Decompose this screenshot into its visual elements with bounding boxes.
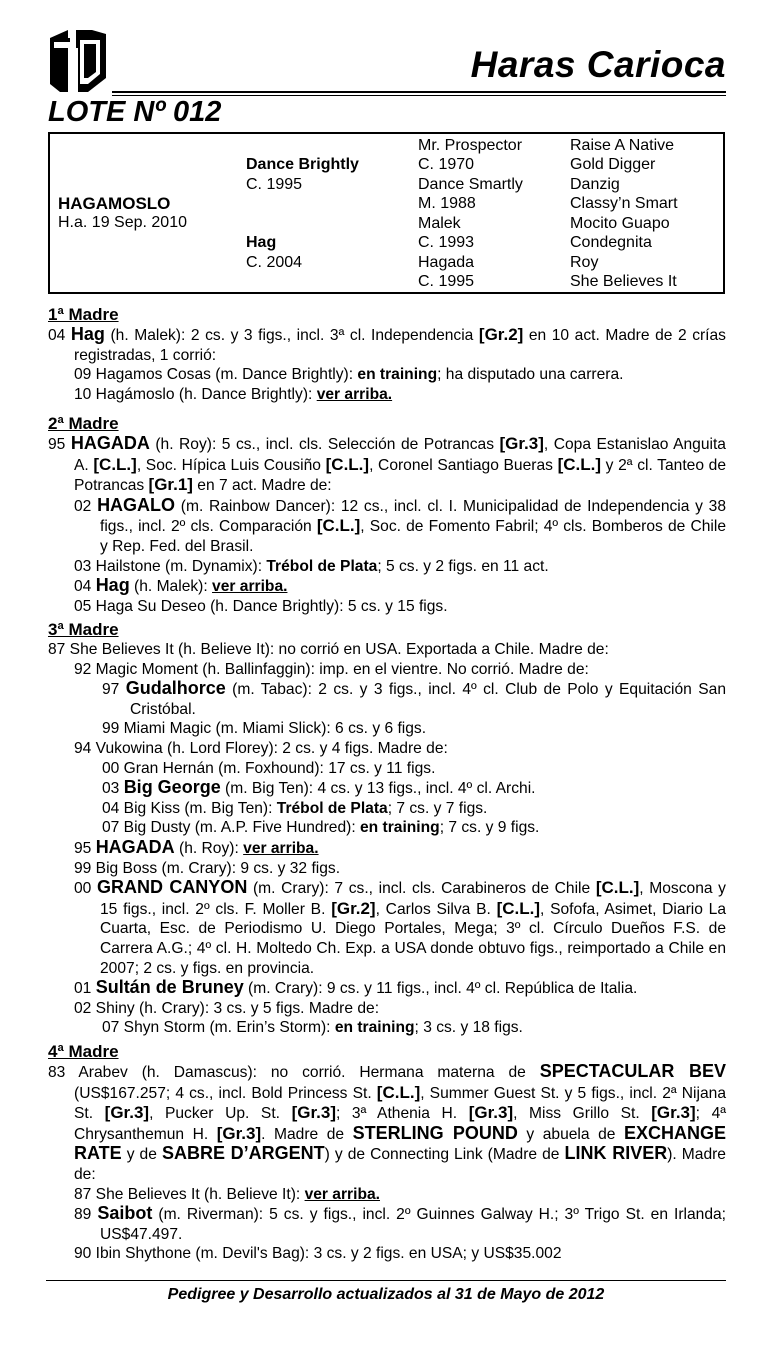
list-item: 95 HAGADA (h. Roy): ver arriba. bbox=[74, 836, 319, 857]
list-item: 07 Big Dusty (m. A.P. Five Hundred): en training; 7 cs. y 9 figs. bbox=[102, 819, 540, 837]
gen3-cell: M. 1988 bbox=[418, 195, 476, 212]
section-heading: 2ª Madre bbox=[48, 414, 119, 433]
list-item: 00 Gran Hernán (m. Foxhound): 17 cs. y 11 figs. bbox=[102, 759, 436, 777]
gen4-cell: Roy bbox=[570, 254, 599, 271]
gen4-cell: Raise A Native bbox=[570, 137, 675, 154]
list-item: 01 Sultán de Bruney (m. Crary): 9 cs. y 11 figs., incl. 4º cl. República de Italia. bbox=[74, 977, 638, 998]
gen3-cell: C. 1970 bbox=[418, 156, 475, 173]
footer-note: Pedigree y Desarrollo actualizados al 31 de Mayo de 2012 bbox=[167, 1286, 605, 1303]
list-item: 99 Big Boss (m. Crary): 9 cs. y 32 figs. bbox=[74, 859, 341, 877]
list-item: 04 Hag (h. Malek): 2 cs. y 3 figs., incl. 3ª cl. Independencia [Gr.2] en 10 act. Madre de 2 crías registradas, 1 corrió: bbox=[48, 324, 726, 364]
list-item: 10 Hagámoslo (h. Dance Brightly): ver arriba. bbox=[74, 385, 393, 403]
horse-info: H.a. 19 Sep. 2010 bbox=[58, 214, 187, 231]
list-item: 00 GRAND CANYON (m. Crary): 7 cs., incl. cls. Carabineros de Chile [C.L.], Moscona y 15 figs., incl. 2º cls. F. Moller B. [Gr.2], Carlos Silva B. [C.L.], Sofofa, Asimet, Diario La Cuarta, Esc. de Periodismo U. Diego Portales, Mega; 3º cl. Círculo Dueños F.S. de Carrera A.G.; 4º cl. H. Moltedo Ch. Exp. a USA donde obtuvo figs., reimportado a Chile en 2007; 2 cs. y figs. en provincia. bbox=[74, 877, 727, 977]
list-item: 95 HAGADA (h. Roy): 5 cs., incl. cls. Selección de Potrancas [Gr.3], Copa Estanislao Anguita A. [C.L.], Soc. Hípica Luis Cousiño [C.L.], Coronel Santiago Bueras [C.L.] y 2ª cl. Tanteo de Potrancas [Gr.1] en 7 act. Madre de: bbox=[48, 433, 726, 495]
section-heading: 4ª Madre bbox=[48, 1042, 119, 1061]
sire-name: Dance Brightly bbox=[246, 156, 359, 173]
gen3-cell: Malek bbox=[418, 215, 461, 232]
lot-number: LOTE Nº 012 bbox=[48, 96, 222, 128]
list-item: 99 Miami Magic (m. Miami Slick): 6 cs. y 6 figs. bbox=[102, 720, 427, 738]
section-heading: 3ª Madre bbox=[48, 620, 119, 639]
list-item: 87 She Believes It (h. Believe It): no corrió en USA. Exportada a Chile. Madre de: bbox=[48, 641, 609, 658]
list-item: 94 Vukowina (h. Lord Florey): 2 cs. y 4 figs. Madre de: bbox=[74, 739, 448, 757]
list-item: 09 Hagamos Cosas (m. Dance Brightly): en training; ha disputado una carrera. bbox=[74, 366, 624, 384]
gen3-cell: Mr. Prospector bbox=[418, 137, 523, 154]
footer-rule bbox=[46, 1280, 726, 1281]
list-item: 07 Shyn Storm (m. Erin’s Storm): en training; 3 cs. y 18 figs. bbox=[102, 1019, 523, 1037]
list-item: 97 Gudalhorce (m. Tabac): 2 cs. y 3 figs., incl. 4º cl. Club de Polo y Equitación San Cristóbal. bbox=[102, 678, 726, 718]
list-item: 03 Big George (m. Big Ten): 4 cs. y 13 figs., incl. 4º cl. Archi. bbox=[102, 777, 536, 798]
gen3-cell: Dance Smartly bbox=[418, 176, 523, 193]
list-item: 02 HAGALO (m. Rainbow Dancer): 12 cs., incl. cl. I. Municipalidad de Independencia y 38 figs., incl. 2º cls. Comparación [C.L.], Soc. de Fomento Fabril; 4º cls. Bomberos de Chile y Rep. Fed. del Brasil. bbox=[74, 494, 726, 555]
list-item: 87 She Believes It (h. Believe It): ver arriba. bbox=[74, 1185, 380, 1203]
haras-logo-icon bbox=[48, 28, 108, 94]
page-title: Haras Carioca bbox=[470, 44, 726, 85]
gen4-cell: Mocito Guapo bbox=[570, 215, 670, 232]
section-second-dam bbox=[48, 413, 726, 616]
list-item: 89 Saibot (m. Riverman): 5 cs. y figs., incl. 2º Guinnes Galway H.; 3º Trigo St. en Irlanda; US$47.497. bbox=[74, 1203, 727, 1243]
section-fourth-dam bbox=[48, 1041, 726, 1264]
gen3-cell: C. 1993 bbox=[418, 234, 475, 251]
dam-name: Hag bbox=[246, 234, 277, 251]
gen3-cell: Hagada bbox=[418, 254, 475, 271]
list-item: 83 Arabev (h. Damascus): no corrió. Hermana materna de SPECTACULAR BEV (US$167.257; 4 cs., incl. Bold Princess St. [C.L.], Summer Guest St. y 5 figs., incl. 2ª Nijana St. [Gr.3], Pucker Up. St. [Gr.3]; 3ª Athenia H. [Gr.3], Miss Grillo St. [Gr.3]; 4ª Chrysanthemun H. [Gr.3]. Madre de STERLING POUND y abuela de EXCHANGE RATE y de SABRE D’ARGENT) y de Connecting Link (Madre de LINK RIVER). Madre de: bbox=[48, 1061, 727, 1183]
header-rule bbox=[112, 91, 726, 93]
list-item: 04 Hag (h. Malek): ver arriba. bbox=[74, 575, 288, 596]
section-heading: 1ª Madre bbox=[48, 305, 119, 324]
list-item: 92 Magic Moment (h. Ballinfaggin): imp. en el vientre. No corrió. Madre de: bbox=[74, 660, 589, 678]
list-item: 04 Big Kiss (m. Big Ten): Trébol de Plata; 7 cs. y 7 figs. bbox=[102, 799, 488, 817]
list-item: 03 Hailstone (m. Dynamix): Trébol de Plata; 5 cs. y 2 figs. en 11 act. bbox=[74, 557, 549, 575]
dam-year: C. 2004 bbox=[246, 254, 303, 271]
section-first-dam bbox=[48, 304, 726, 404]
list-item: 02 Shiny (h. Crary): 3 cs. y 5 figs. Madre de: bbox=[74, 999, 380, 1017]
pedigree-table bbox=[48, 132, 725, 294]
gen3-cell: C. 1995 bbox=[418, 273, 475, 290]
gen4-cell: Gold Digger bbox=[570, 156, 656, 173]
gen4-cell: Classy’n Smart bbox=[570, 195, 678, 212]
list-item: 90 Ibin Shythone (m. Devil's Bag): 3 cs. y 2 figs. en USA; y US$35.002 bbox=[74, 1245, 562, 1263]
horse-name: HAGAMOSLO bbox=[58, 194, 171, 213]
gen4-cell: She Believes It bbox=[570, 273, 677, 290]
gen4-cell: Condegnita bbox=[570, 234, 652, 251]
gen4-cell: Danzig bbox=[570, 176, 620, 193]
list-item: 05 Haga Su Deseo (h. Dance Brightly): 5 cs. y 15 figs. bbox=[74, 597, 448, 615]
section-third-dam bbox=[48, 619, 726, 1038]
sire-year: C. 1995 bbox=[246, 176, 303, 193]
